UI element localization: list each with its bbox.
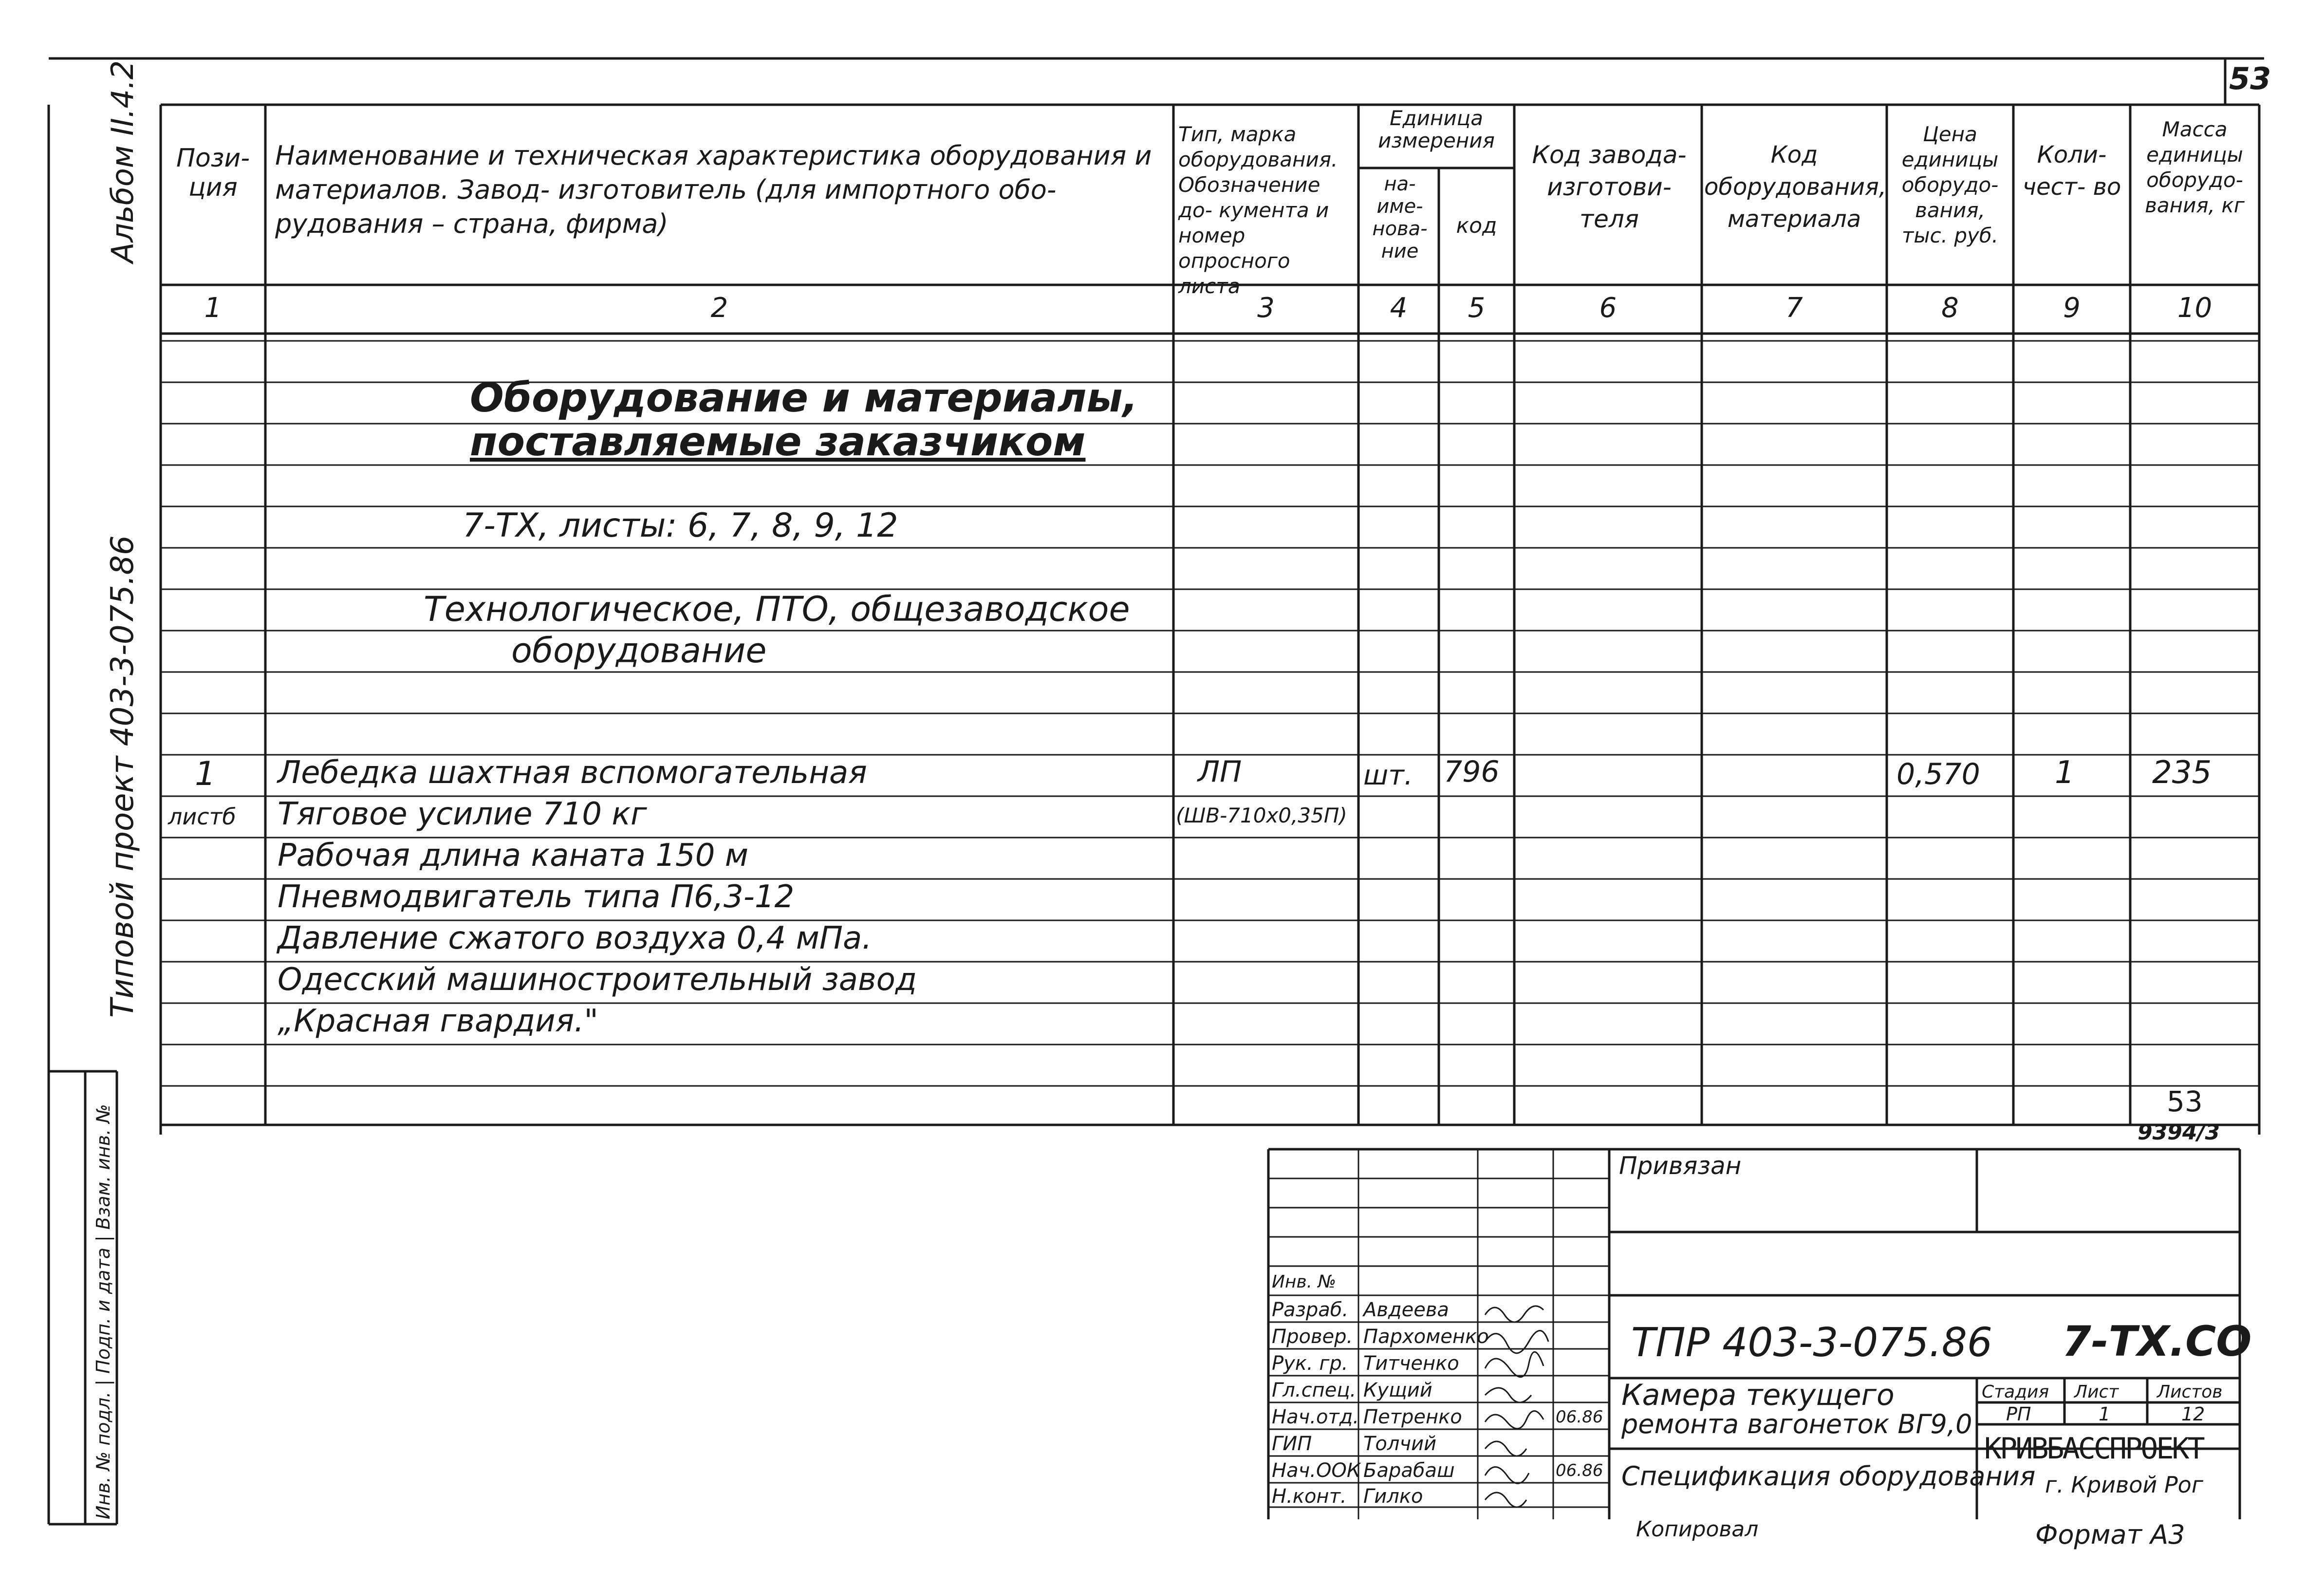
name-6: Барабаш: [1363, 1459, 1455, 1482]
role-5: ГИП: [1272, 1433, 1312, 1455]
header-equipment-code: Код оборудования, материала: [1704, 141, 1887, 233]
section-reference: 7-ТХ, листы: 6, 7, 8, 9, 12: [463, 506, 898, 545]
organization-city: г. Кривой Рог: [2045, 1472, 2203, 1498]
item-type: ЛП: [1198, 755, 1242, 789]
project-label: Типовой проект 403-3-075.86: [105, 535, 141, 1018]
item-quantity: 1: [2055, 755, 2075, 791]
sheet-value: 1: [2099, 1403, 2111, 1425]
item-price: 0,570: [1896, 757, 1980, 791]
section-title-line2: поставляемые заказчиком: [470, 419, 1086, 465]
role-2: Рук. гр.: [1272, 1352, 1348, 1375]
sheets-value: 12: [2181, 1403, 2205, 1425]
col-number-5: 5: [1468, 292, 1486, 324]
item-line-4: Пневмодвигатель типа П6,3-12: [278, 879, 795, 915]
inventory-label: Инв. №: [1272, 1272, 1337, 1292]
subsection-title-line1: Технологическое, ПТО, общезаводское: [424, 589, 1130, 629]
name-4: Петренко: [1363, 1406, 1462, 1428]
approval-stamp-labels: Инв. № подл. | Подп. и дата | Взам. инв. №: [93, 1104, 114, 1519]
footer-code: 9394/3: [2138, 1120, 2220, 1145]
role-4: Нач.отд.: [1272, 1406, 1359, 1428]
section-title-line1: Оборудование и материалы,: [470, 375, 1138, 421]
role-6: Нач.ООК: [1272, 1459, 1361, 1482]
item-position: 1: [195, 755, 216, 793]
subsection-title-line2: оборудование: [511, 631, 767, 671]
object-line-2: ремонта вагонеток ВГ9,0: [1621, 1409, 1972, 1439]
role-0: Разраб.: [1272, 1299, 1349, 1321]
document-code: ТПР 403-3-075.86: [1631, 1320, 1993, 1366]
header-unit: Единица измерения: [1378, 106, 1495, 152]
sheet-label: Лист: [2074, 1382, 2119, 1402]
item-sheet-ref: листб: [168, 803, 236, 830]
stage-label: Стадия: [1982, 1382, 2049, 1402]
col-number-1: 1: [204, 292, 222, 324]
date-6: 06.86: [1556, 1461, 1603, 1480]
item-mass: 235: [2152, 755, 2212, 791]
role-3: Гл.спец.: [1272, 1379, 1357, 1401]
item-line-2: Тяговое усилие 710 кг: [278, 796, 647, 832]
footer-number: 53: [2167, 1085, 2203, 1118]
name-5: Толчий: [1363, 1433, 1437, 1455]
header-quantity: Коли- чест- во: [2022, 141, 2121, 201]
header-position: Пози-ция: [176, 144, 250, 202]
object-line-1: Камера текущего: [1621, 1378, 1895, 1412]
role-7: Н.конт.: [1272, 1485, 1347, 1508]
item-line-5: Давление сжатого воздуха 0,4 мПа.: [278, 920, 872, 956]
col-number-10: 10: [2177, 292, 2212, 324]
document-title: Спецификация оборудования: [1621, 1461, 2036, 1492]
header-factory-code: Код завода- изготови- теля: [1532, 141, 1687, 233]
bound-label: Привязан: [1619, 1152, 1742, 1180]
col-number-4: 4: [1390, 292, 1408, 324]
organization-name: КРИВБАССПРОЕКТ: [1984, 1432, 2203, 1466]
item-unit: шт.: [1363, 760, 1413, 791]
name-0: Авдеева: [1363, 1299, 1449, 1321]
name-7: Гилко: [1363, 1485, 1423, 1508]
header-type: Тип, марка оборудования. Обозначение до- кумента и номер опросного листа: [1178, 122, 1338, 298]
item-line-3: Рабочая длина каната 150 м: [278, 838, 749, 874]
header-unit-name: на- име- нова- ние: [1372, 173, 1428, 262]
page-number: 53: [2229, 61, 2271, 96]
album-label: Альбом II.4.2: [105, 60, 140, 263]
header-name: Наименование и техническая характеристика оборудования и материалов. Завод- изготовитель (для импортного обо- рудования – страна, фирма): [275, 140, 1152, 239]
sheets-label: Листов: [2157, 1382, 2223, 1402]
header-price: Цена единицы оборудо- вания, тыс. руб.: [1901, 122, 1999, 247]
col-number-2: 2: [710, 292, 728, 324]
item-unit-code: 796: [1444, 755, 1500, 789]
header-unit-code: код: [1456, 213, 1497, 238]
item-line-7: „Красная гвардия.": [278, 1003, 598, 1039]
name-3: Кущий: [1363, 1379, 1432, 1401]
sheet-code: 7-ТХ.СО: [2062, 1317, 2252, 1366]
item-type-doc: (ШВ-710х0,35П): [1176, 803, 1347, 827]
col-number-6: 6: [1599, 292, 1617, 324]
role-1: Провер.: [1272, 1326, 1353, 1348]
name-1: Пархоменко: [1363, 1326, 1489, 1348]
col-number-9: 9: [2063, 292, 2081, 324]
stage-value: РП: [2006, 1403, 2031, 1425]
item-line-6: Одесский машиностроительный завод: [278, 962, 917, 998]
col-number-7: 7: [1785, 292, 1803, 324]
name-2: Титченко: [1363, 1352, 1459, 1375]
item-line-1: Лебедка шахтная вспомогательная: [278, 755, 867, 791]
copied-by: Копировал: [1636, 1517, 1759, 1542]
date-4: 06.86: [1556, 1407, 1603, 1427]
header-mass: Масса единицы оборудо- вания, кг: [2145, 117, 2245, 217]
paper-format: Формат А3: [2035, 1519, 2185, 1550]
col-number-8: 8: [1941, 292, 1959, 324]
col-number-3: 3: [1257, 292, 1275, 324]
